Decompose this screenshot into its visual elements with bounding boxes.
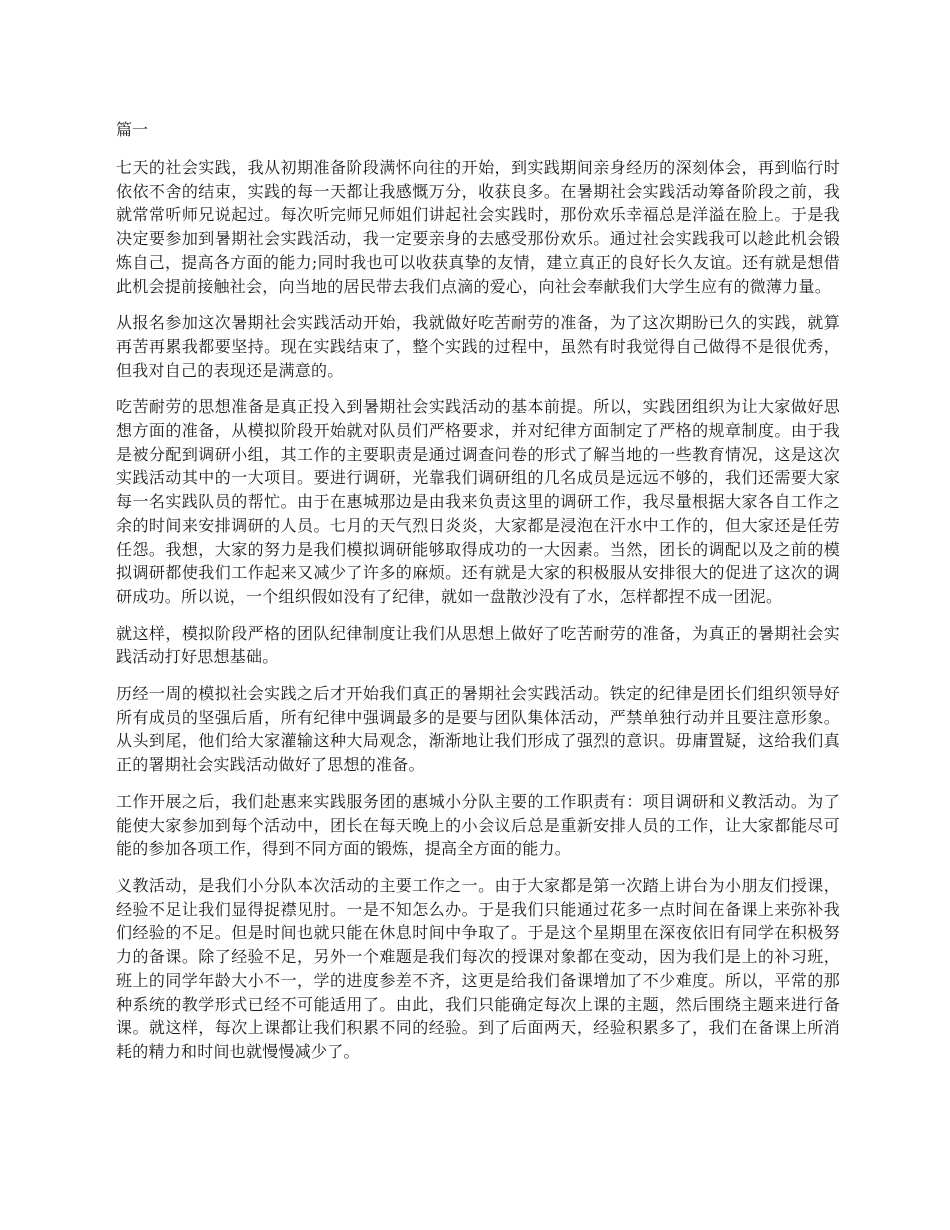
document-body bbox=[116, 118, 840, 1077]
paragraph-2: 从报名参加这次暑期社会实践活动开始，我就做好吃苦耐劳的准备，为了这次期盼已久的实践，就算再苦再累我都要坚持。现在实践结束了，整个实践的过程中，虽然有时我觉得自己做得不是很优秀，但我对自己的表现还是满意的。 bbox=[116, 313, 840, 380]
paragraph-6: 工作开展之后，我们赴惠来实践服务团的惠城小分队主要的工作职责有：项目调研和义教活动。为了能使大家参加到每个活动中，团长在每天晚上的小会议后总是重新安排人员的工作，让大家都能尽可能的参加各项工作，得到不同方面的锻炼，提高全方面的能力。 bbox=[116, 791, 840, 859]
paragraph-7: 义教活动，是我们小分队本次活动的主要工作之一。由于大家都是第一次踏上讲台为小朋友们授课，经验不足让我们显得捉襟见肘。一是不知怎么办。于是我们只能通过花多一点时间在备课上来弥补我们经验的不足。但是时间也就只能在休息时间中争取了。于是这个星期里在深夜依旧有同学在积极努力的备课。除了经验不足，另外一个难题是我们每次的授课对象都在变动，因为我们是上的补习班，班上的同学年龄大小不一，学的进度参差不齐，这更是给我们备课增加了不少难度。所以，平常的那种系统的教学形式已经不可能适用了。由此，我们只能确定每次上课的主题，然后围绕主题来进行备课。就这样，每次上课都让我们积累不同的经验。到了后面两天，经验积累多了，我们在备课上所消耗的精力和时间也就慢慢减少了。 bbox=[116, 875, 840, 1061]
paragraph-4: 就这样，模拟阶段严格的团队纪律制度让我们从思想上做好了吃苦耐劳的准备，为真正的暑期社会实践活动打好思想基础。 bbox=[116, 623, 840, 667]
paragraph-3: 吃苦耐劳的思想准备是真正投入到暑期社会实践活动的基本前提。所以，实践团组织为让大家做好思想方面的准备，从模拟阶段开始就对队员们严格要求，并对纪律方面制定了严格的规章制度。由于我是被分配到调研小组，其工作的主要职责是通过调查问卷的形式了解当地的一些教育情况，这是这次实践活动其中的一大项目。要进行调研，光靠我们调研组的几名成员是远远不够的，我们还需要大家每一名实践队员的帮忙。由于在惠城那边是由我来负责这里的调研工作，我尽量根据大家各自工作之余的时间来安排调研的人员。七月的天气烈日炎炎，大家都是浸泡在汗水中工作的，但大家还是任劳任怨。我想，大家的努力是我们模拟调研能够取得成功的一大因素。当然，团长的调配以及之前的模拟调研都使我们工作起来又减少了许多的麻烦。还有就是大家的积极服从安排很大的促进了这次的调研成功。所以说，一个组织假如没有了纪律，就如一盘散沙没有了水，怎样都捏不成一团泥。 bbox=[116, 397, 840, 606]
paragraph-5: 历经一周的模拟社会实践之后才开始我们真正的暑期社会实践活动。铁定的纪律是团长们组织领导好所有成员的坚强后盾，所有纪律中强调最多的是要与团队集体活动，严禁单独行动并且要注意形象。从头到尾，他们给大家灌输这种大局观念，渐渐地让我们形成了强烈的意识。毋庸置疑，这给我们真正的署期社会实践活动做好了思想的准备。 bbox=[116, 684, 840, 775]
section-heading: 篇一 bbox=[116, 120, 149, 139]
paragraph-1: 七天的社会实践，我从初期准备阶段满怀向往的开始，到实践期间亲身经历的深刻体会，再到临行时依依不舍的结束，实践的每一天都让我感慨万分，收获良多。在暑期社会实践活动筹备阶段之前，我就常常听师兄说起过。每次听完师兄师姐们讲起社会实践时，那份欢乐幸福总是洋溢在脸上。于是我决定要参加到暑期社会实践活动，我一定要亲身的去感受那份欢乐。通过社会实践我可以趁此机会锻炼自己，提高各方面的能力;同时我也可以收获真挚的友情，建立真正的良好长久友谊。还有就是想借此机会提前接触社会，向当地的居民带去我们点滴的爱心，向社会奉献我们大学生应有的微薄力量。 bbox=[116, 158, 840, 296]
